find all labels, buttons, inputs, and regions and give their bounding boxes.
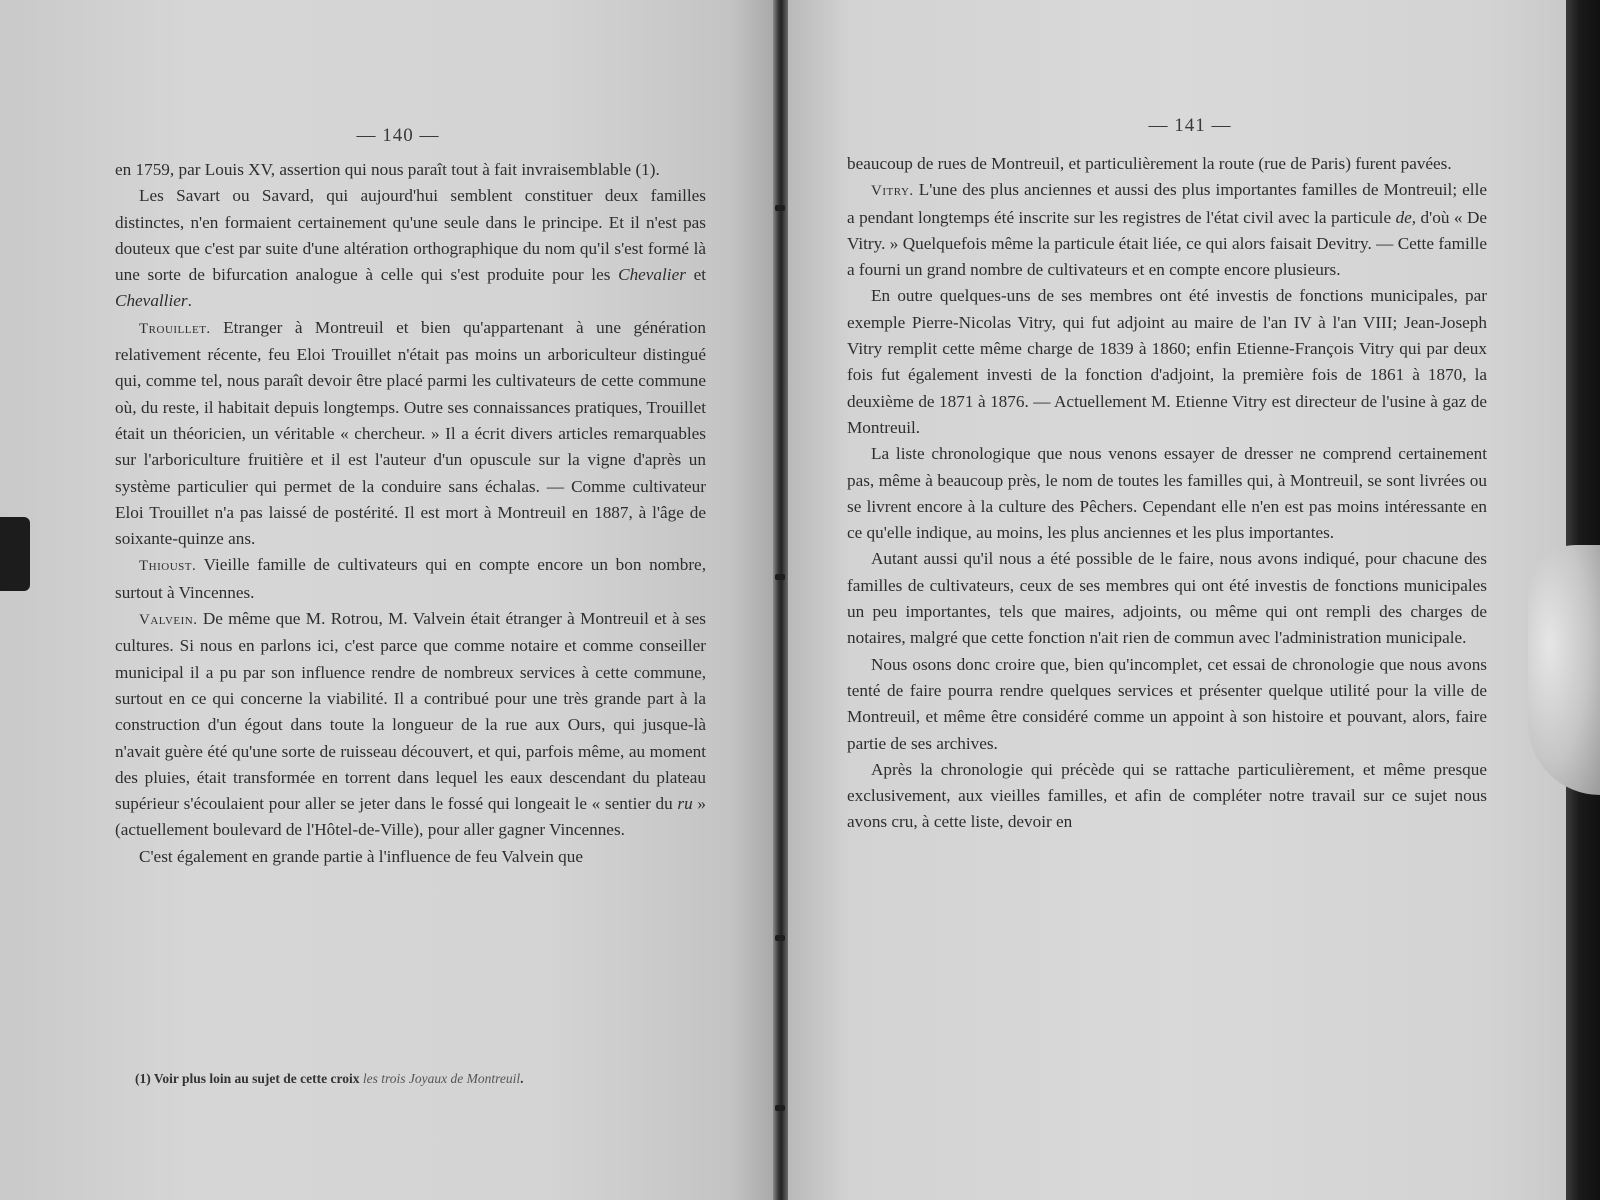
paragraph: Après la chronologie qui précède qui se rattache particulièrement, et même presque exclusivement, aux vieilles familles, et afin de compléter notre travail sur ce sujet nous avons cru, à cette liste, devoir en: [847, 759, 1487, 832]
left-page-body: [115, 157, 706, 870]
page-number-left: — 140 —: [356, 125, 440, 146]
paragraph-text: Vieille famille de cultivateurs qui en compte encore un bon nombre, surtout à Vincennes.: [115, 555, 706, 602]
binding-stitch: [775, 935, 785, 941]
paragraph: [847, 177, 1487, 283]
page-marker-tab: [0, 517, 30, 591]
binding-stitch: [775, 1105, 785, 1111]
footnote-text: (1) Voir plus loin au sujet de cette croix: [135, 1071, 363, 1086]
paragraph-text: » (actuellement boulevard de l'Hôtel-de-Ville), pour aller gagner Vincennes.: [115, 794, 706, 840]
footnote: [135, 1071, 695, 1087]
italic-name: Chevalier: [618, 265, 686, 285]
paragraph-text: et: [685, 265, 706, 285]
paragraph: [115, 183, 706, 314]
paragraph-text: Les Savart ou Savard, qui aujourd'hui semblent constituer deux familles distinctes, n'en formaient certainement qu'une seule dans le principe. Et il n'est pas douteux que c'est par suite d'une altération orthographique du nom qu'il s'est formé là une sorte de bifurcation analogue à celle qui s'est produite pour les: [115, 186, 706, 285]
left-page: [0, 0, 776, 1200]
paragraph: [115, 315, 706, 553]
entry-heading: Trouillet.: [139, 320, 211, 337]
paragraph: [115, 552, 706, 606]
entry-heading: Valvein.: [139, 612, 198, 629]
right-page-body: [847, 151, 1487, 836]
footnote-text: .: [520, 1071, 524, 1086]
italic-name: Chevallier: [115, 291, 188, 311]
paragraph-text: d'où « De Vitry. » Quelquefois même la particule était liée, ce qui alors faisait Devitry. — Cette famille a fourni un grand nombre de cultivateurs et en compte encore plusieurs.: [847, 207, 1487, 280]
paragraph-text: Etranger à Montreuil et bien qu'appartenant à une génération relativement récente, feu Eloi Trouillet n'était pas moins un arboriculteur distingué qui, comme tel, nous paraît devoir être placé parmi les cultivateurs de cette commune où, du reste, il habitait depuis longtemps. Outre ses connaissances pratiques, Trouillet était un théoricien, un véritable « chercheur. » Il a écrit divers articles remarquables sur l'arboriculture fruitière et il est l'auteur d'un opuscule sur la vigne d'après un système particulier qui permet de la conduire sans échalas. — Comme cultivateur Eloi Trouillet n'a pas laissé de postérité. Il est mort à Montreuil en 1887, à l'âge de soixante-quinze ans.: [115, 317, 706, 549]
right-page: [788, 0, 1568, 1200]
paragraph: Nous osons donc croire que, bien qu'incomplet, cet essai de chronologie que nous avons tenté de faire pourra rendre quelques services et présenter quelque utilité pour la ville de Montreuil, et même être considéré comme un appoint à son histoire et pouvant, alors, faire partie de ses archives.: [847, 654, 1487, 753]
paragraph-text: .: [187, 291, 192, 311]
paragraph: en 1759, par Louis XV, assertion qui nous paraît tout à fait invraisemblable (1).: [115, 160, 660, 179]
book-spine-gutter: [773, 0, 788, 1200]
italic-word: ru: [677, 794, 693, 814]
paragraph: beaucoup de rues de Montreuil, et particulièrement la route (rue de Paris) furent pavées.: [847, 154, 1452, 173]
binding-stitch: [775, 574, 785, 580]
paragraph-text: De même que M. Rotrou, M. Valvein était étranger à Montreuil et à ses cultures. Si nous en parlons ici, c'est parce que comme notaire et comme conseiller municipal il a pu par son influence rendre de nombreux services à cette commune, surtout en ce qui concerne la viabilité. Il a contribué pour une très grande part à la construction d'un égout dans toute la longueur de la rue aux Ours, qui jusque-là n'avait guère été qu'une sorte de ruisseau découvert, et qui, parfois même, au moment des pluies, était transformée en torrent dans lequel les eaux descendant du plateau supérieur s'écoulaient pour aller se jeter dans le fossé qui longeait le « sentier du: [115, 609, 706, 814]
holding-thumb: [1528, 545, 1600, 795]
paragraph: C'est également en grande partie à l'influence de feu Valvein que: [139, 846, 583, 866]
footnote-italic: les trois Joyaux de Montreuil: [362, 1071, 521, 1086]
italic-word: de,: [1395, 207, 1417, 227]
entry-heading: Thioust.: [139, 558, 197, 575]
page-number-right: — 141 —: [1148, 115, 1232, 136]
paragraph: La liste chronologique que nous venons essayer de dresser ne comprend certainement pas, même à beaucoup près, le nom de toutes les familles qui, à Montreuil, se sont livrées ou se livrent encore à la culture des Pêchers. Cependant elle n'en est pas moins intéressante en ce qu'elle indique, au moins, les plus anciennes et les plus importantes.: [847, 444, 1487, 543]
paragraph-text: L'une des plus anciennes et aussi des plus importantes familles de Montreuil; elle a pendant longtemps été inscrite sur les registres de l'état civil avec la particule: [847, 180, 1487, 227]
paragraph: [115, 606, 706, 844]
paragraph: En outre quelques-uns de ses membres ont été investis de fonctions municipales, par exemple Pierre-Nicolas Vitry, qui fut adjoint au maire de l'an IV à l'an VIII; Jean-Joseph Vitry remplit cette même charge de 1839 à 1860; enfin Etienne-François Vitry qui par deux fois fut également investi de la fonction d'adjoint, la première fois de 1861 à 1870, la deuxième de 1871 à 1876. — Actuellement M. Etienne Vitry est directeur de l'usine à gaz de Montreuil.: [847, 286, 1487, 437]
entry-heading: Vitry.: [871, 183, 914, 200]
binding-stitch: [775, 205, 785, 211]
paragraph: Autant aussi qu'il nous a été possible de le faire, nous avons indiqué, pour chacune des familles de cultivateurs, ceux de ses membres qui ont été investis de fonctions municipales un peu importantes, tels que maires, adjoints, ou même qui ont rempli des charges de notaires, malgré que cette fonction n'ait rien de commun avec l'administration municipale.: [847, 549, 1487, 648]
